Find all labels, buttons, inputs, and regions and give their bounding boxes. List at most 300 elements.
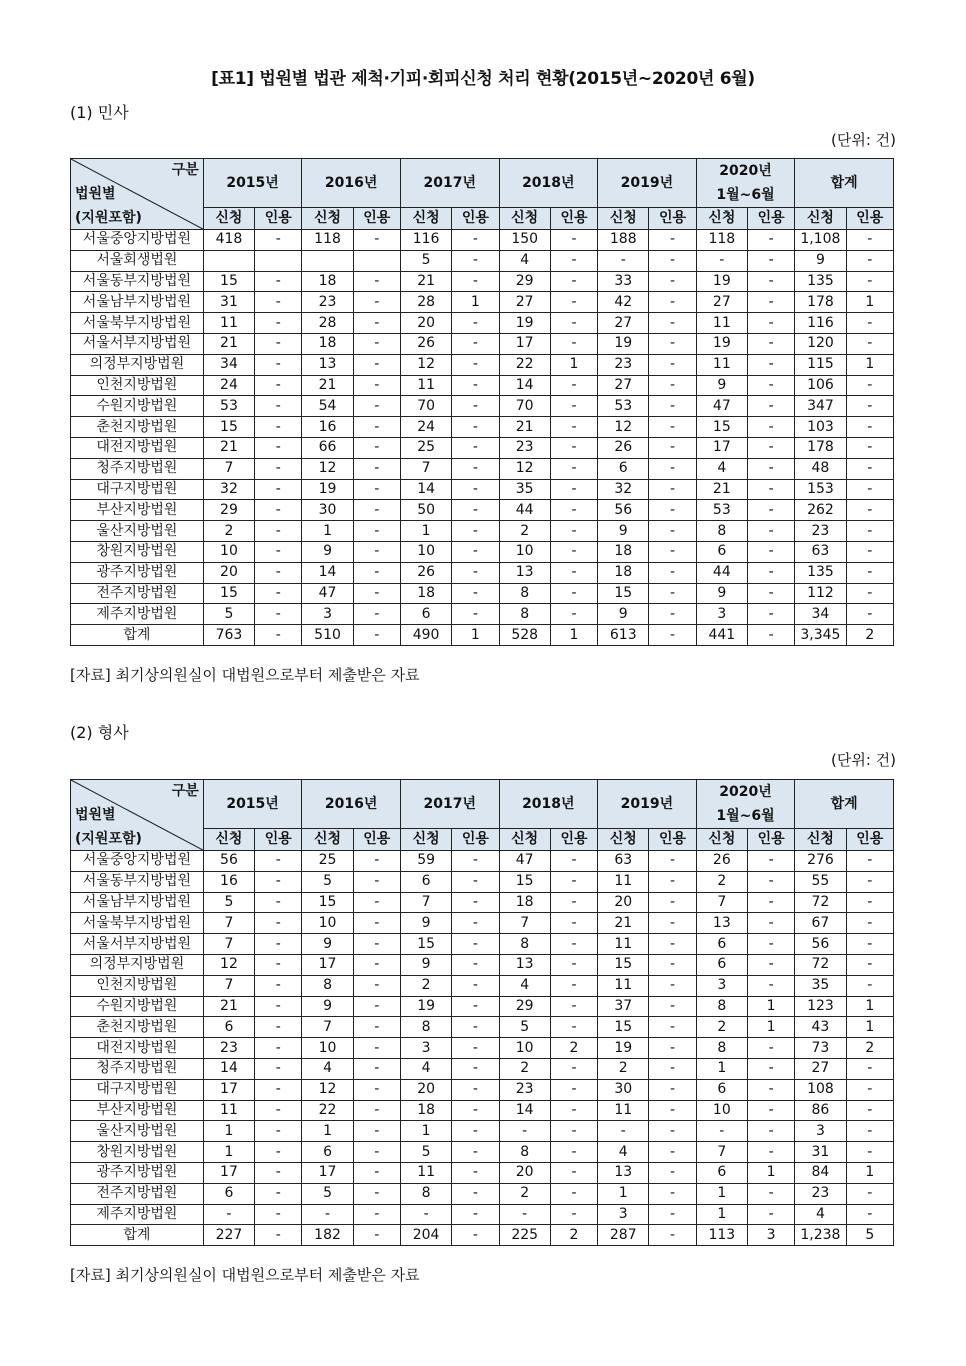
grant-count-cell: - [255,1204,302,1225]
grant-count-cell: - [846,954,893,975]
apply-count-cell: 10 [499,541,550,562]
apply-count-cell: 11 [400,375,451,396]
apply-count-cell: 5 [400,1142,451,1163]
apply-count-cell: 9 [400,954,451,975]
grant-count-cell: - [353,851,400,872]
year-header: 2015년 [203,780,302,829]
apply-count-cell: 17 [203,1079,254,1100]
court-name-cell: 제주지방법원 [71,604,204,625]
apply-count-cell: 103 [795,417,846,438]
apply-count-cell: 13 [598,1162,649,1183]
grant-count-cell: - [452,541,499,562]
grant-count-cell: - [353,541,400,562]
grant-count-cell: - [255,1058,302,1079]
grant-count-cell: - [255,1100,302,1121]
grant-count-cell: - [747,625,794,646]
apply-count-cell: 10 [499,1038,550,1059]
grant-count-cell: - [452,417,499,438]
apply-count-cell: 19 [499,313,550,334]
apply-count-cell: 48 [795,458,846,479]
grant-count-cell: - [846,1079,893,1100]
grant-count-cell: - [452,271,499,292]
corner-label-category: 구분 [171,162,199,178]
apply-count-cell: 56 [203,851,254,872]
apply-count-cell: 18 [400,583,451,604]
apply-count-cell: 276 [795,851,846,872]
grant-count-cell: - [255,292,302,313]
grant-count-cell: 1 [846,996,893,1017]
apply-count-cell: 17 [499,333,550,354]
table-row [71,1100,894,1121]
source-note-criminal: [자료] 최기상의원실이 대법원으로부터 제출받은 자료 [70,1266,420,1284]
table-row [71,1142,894,1163]
apply-count-cell: 13 [499,562,550,583]
apply-count-cell: 2 [499,521,550,542]
court-name-cell: 울산지방법원 [71,521,204,542]
grant-count-cell: - [846,604,893,625]
apply-count-cell: 115 [795,354,846,375]
apply-count-cell: 1 [598,1183,649,1204]
apply-count-cell: 72 [795,954,846,975]
grant-count-cell: - [452,375,499,396]
grant-count-cell: - [255,1121,302,1142]
grant-count-cell: - [452,521,499,542]
apply-count-cell: 29 [203,500,254,521]
grant-count-cell: - [452,1162,499,1183]
grant-count-cell: - [452,1183,499,1204]
grant-count-cell: - [747,417,794,438]
grant-header: 인용 [353,208,400,230]
apply-count-cell: 70 [499,396,550,417]
grant-count-cell: - [550,1017,597,1038]
court-name-cell: 인천지방법원 [71,975,204,996]
apply-count-cell: 43 [795,1017,846,1038]
grant-count-cell: - [353,604,400,625]
grant-count-cell: - [649,996,696,1017]
apply-count-cell: 20 [400,1079,451,1100]
apply-count-cell: 8 [696,521,747,542]
apply-count-cell: 30 [598,1079,649,1100]
apply-count-cell: 27 [696,292,747,313]
grant-count-cell: - [452,604,499,625]
court-name-cell: 서울동부지방법원 [71,871,204,892]
apply-count-cell: 25 [302,851,353,872]
apply-count-cell: 4 [499,975,550,996]
apply-header: 신청 [499,208,550,230]
grant-count-cell: - [255,1183,302,1204]
apply-count-cell: 116 [795,313,846,334]
apply-count-cell: 20 [499,1162,550,1183]
court-name-cell: 울산지방법원 [71,1121,204,1142]
grant-count-cell: - [846,1142,893,1163]
grant-count-cell: - [747,1038,794,1059]
grant-count-cell: - [353,354,400,375]
grant-count-cell: - [649,1100,696,1121]
apply-count-cell: 490 [400,625,451,646]
grant-count-cell: - [550,604,597,625]
apply-count-cell: 84 [795,1162,846,1183]
court-name-cell: 대전지방법원 [71,1038,204,1059]
apply-count-cell: 1 [696,1183,747,1204]
apply-count-cell: 66 [302,437,353,458]
apply-count-cell: 31 [795,1142,846,1163]
grant-count-cell: - [846,541,893,562]
grant-count-cell: - [649,871,696,892]
grant-count-cell: 1 [747,996,794,1017]
grant-count-cell: - [550,1142,597,1163]
grant-count-cell: - [550,1204,597,1225]
table-row [71,541,894,562]
apply-header: 신청 [203,829,254,851]
grant-count-cell: - [550,975,597,996]
apply-count-cell: 227 [203,1225,254,1246]
grant-count-cell: 1 [747,1162,794,1183]
apply-count-cell: 42 [598,292,649,313]
grant-count-cell: - [452,1017,499,1038]
grant-count-cell: - [649,1038,696,1059]
court-name-cell: 인천지방법원 [71,375,204,396]
apply-count-cell: 9 [302,996,353,1017]
apply-count-cell: 4 [400,1058,451,1079]
apply-count-cell: 18 [598,541,649,562]
grant-count-cell: - [649,479,696,500]
grant-count-cell: - [846,562,893,583]
grant-count-cell: - [649,1017,696,1038]
grant-count-cell: - [255,396,302,417]
table-row [71,271,894,292]
apply-count-cell: 7 [203,975,254,996]
table-row [71,871,894,892]
grant-count-cell: - [452,437,499,458]
apply-count-cell: 19 [598,333,649,354]
grant-count-cell: - [353,313,400,334]
grant-count-cell: - [649,458,696,479]
apply-count-cell: 12 [302,1079,353,1100]
apply-count-cell: 2 [203,521,254,542]
grant-count-cell: - [747,934,794,955]
grant-count-cell: - [353,500,400,521]
apply-count-cell: 10 [302,1038,353,1059]
apply-count-cell: 4 [598,1142,649,1163]
apply-count-cell: 17 [203,1162,254,1183]
year-header-2020 [696,780,795,829]
apply-count-cell: 8 [400,1017,451,1038]
apply-count-cell: 7 [400,458,451,479]
grant-count-cell: - [747,1204,794,1225]
year-header: 2016년 [302,780,401,829]
grant-count-cell: - [649,250,696,271]
apply-count-cell: 34 [203,354,254,375]
grant-count-cell: - [649,521,696,542]
grant-count-cell: - [353,871,400,892]
grant-count-cell: - [452,871,499,892]
apply-count-cell: 28 [302,313,353,334]
apply-count-cell: 2 [400,975,451,996]
grant-count-cell: - [649,1142,696,1163]
year-2020-line1: 2020년 [719,784,772,800]
apply-count-cell: 347 [795,396,846,417]
apply-count-cell: 15 [400,934,451,955]
grant-count-cell: - [353,892,400,913]
apply-count-cell: 7 [302,1017,353,1038]
apply-count-cell: 47 [302,583,353,604]
apply-header: 신청 [696,208,747,230]
grant-count-cell: - [353,396,400,417]
apply-count-cell: 4 [499,250,550,271]
grant-count-cell: - [649,375,696,396]
grant-count-cell: - [550,250,597,271]
apply-count-cell: 4 [795,1204,846,1225]
apply-count-cell: 10 [400,541,451,562]
apply-count-cell: 67 [795,913,846,934]
apply-count-cell: 37 [598,996,649,1017]
apply-count-cell: 1 [203,1121,254,1142]
table-row [71,230,894,251]
apply-count-cell: 6 [203,1017,254,1038]
apply-count-cell: 16 [302,417,353,438]
table-row [71,1017,894,1038]
unit-label-civil: (단위: 건) [831,131,896,149]
grant-count-cell: 1 [846,292,893,313]
apply-count-cell: 54 [302,396,353,417]
grant-count-cell: - [747,1183,794,1204]
grant-count-cell: - [747,354,794,375]
grant-count-cell: - [747,892,794,913]
grant-count-cell: - [550,892,597,913]
grant-count-cell [353,250,400,271]
apply-count-cell: 12 [203,954,254,975]
apply-count-cell: 26 [400,333,451,354]
grant-count-cell: - [649,1204,696,1225]
court-name-cell: 합계 [71,625,204,646]
apply-count-cell: 1 [696,1058,747,1079]
apply-count-cell: 27 [499,292,550,313]
grant-count-cell: - [353,271,400,292]
grant-count-cell: - [846,417,893,438]
grant-count-cell: - [747,313,794,334]
table-row [71,396,894,417]
apply-count-cell: 153 [795,479,846,500]
apply-count-cell: 118 [302,230,353,251]
apply-count-cell: 11 [696,313,747,334]
apply-count-cell: 6 [400,871,451,892]
apply-count-cell: 25 [400,437,451,458]
apply-count-cell: 27 [598,313,649,334]
grant-count-cell: - [550,375,597,396]
court-name-cell: 창원지방법원 [71,541,204,562]
apply-count-cell: 18 [499,892,550,913]
grant-count-cell: - [452,479,499,500]
apply-count-cell: 3 [598,1204,649,1225]
grant-count-cell: - [452,1079,499,1100]
unit-label-criminal: (단위: 건) [831,751,896,769]
apply-count-cell: 13 [302,354,353,375]
apply-header: 신청 [499,829,550,851]
grant-count-cell: - [452,1038,499,1059]
apply-count-cell: 35 [499,479,550,500]
apply-count-cell: 26 [598,437,649,458]
grant-count-cell: - [255,333,302,354]
grant-count-cell: - [255,1038,302,1059]
apply-count-cell: 23 [499,437,550,458]
apply-count-cell: 73 [795,1038,846,1059]
apply-count-cell: 15 [203,417,254,438]
grant-count-cell: - [550,417,597,438]
court-name-cell: 의정부지방법원 [71,954,204,975]
court-name-cell: 수원지방법원 [71,396,204,417]
grant-count-cell: - [550,396,597,417]
apply-count-cell: 21 [598,913,649,934]
apply-count-cell: 113 [696,1225,747,1246]
grant-count-cell: - [747,871,794,892]
apply-count-cell: 23 [499,1079,550,1100]
grant-count-cell: - [747,851,794,872]
apply-count-cell: 18 [400,1100,451,1121]
grant-count-cell: - [353,934,400,955]
grant-count-cell: - [846,333,893,354]
grant-count-cell: - [255,1225,302,1246]
apply-count-cell: 21 [203,996,254,1017]
apply-count-cell: 21 [499,417,550,438]
apply-count-cell: 3 [400,1038,451,1059]
court-name-cell: 창원지방법원 [71,1142,204,1163]
apply-count-cell: 14 [400,479,451,500]
grant-count-cell: - [255,996,302,1017]
grant-count-cell: - [353,521,400,542]
apply-count-cell: 19 [598,1038,649,1059]
grant-count-cell: - [452,396,499,417]
grant-count-cell: - [846,313,893,334]
table-row [71,934,894,955]
apply-count-cell: 7 [696,892,747,913]
corner-label-court: 법원별 [75,186,116,202]
apply-count-cell: 21 [696,479,747,500]
apply-count-cell: 8 [499,934,550,955]
table-row [71,375,894,396]
grant-count-cell: - [255,1017,302,1038]
court-name-cell: 청주지방법원 [71,1058,204,1079]
grant-count-cell: - [550,1058,597,1079]
civil-table [70,158,894,646]
apply-count-cell: 44 [696,562,747,583]
grant-count-cell: - [550,583,597,604]
apply-count-cell: 118 [696,230,747,251]
court-name-cell: 제주지방법원 [71,1204,204,1225]
apply-count-cell: 17 [696,437,747,458]
apply-count-cell: 30 [302,500,353,521]
apply-count-cell: 5 [400,250,451,271]
grant-count-cell: - [353,1017,400,1038]
grant-count-cell: - [353,954,400,975]
apply-count-cell: 7 [696,1142,747,1163]
grant-count-cell: - [452,934,499,955]
grant-count-cell: - [255,583,302,604]
table-row [71,417,894,438]
grant-count-cell: - [747,975,794,996]
court-name-cell: 청주지방법원 [71,458,204,479]
apply-count-cell: 15 [203,271,254,292]
apply-count-cell: 7 [400,892,451,913]
apply-count-cell: 3,345 [795,625,846,646]
apply-count-cell: 528 [499,625,550,646]
apply-count-cell: 6 [696,541,747,562]
grant-header: 인용 [550,829,597,851]
apply-count-cell: 18 [302,271,353,292]
apply-count-cell: 3 [302,604,353,625]
table-row [71,354,894,375]
table-row [71,1162,894,1183]
court-name-cell: 서울남부지방법원 [71,892,204,913]
grant-count-cell: - [649,851,696,872]
apply-count-cell: 1,108 [795,230,846,251]
corner-label-category: 구분 [171,783,199,799]
grant-count-cell: - [846,871,893,892]
apply-count-cell: 6 [302,1142,353,1163]
grant-count-cell: - [747,521,794,542]
apply-count-cell: 1 [696,1204,747,1225]
grant-header: 인용 [846,829,893,851]
apply-count-cell: 11 [203,1100,254,1121]
apply-header: 신청 [696,829,747,851]
apply-count-cell: 178 [795,292,846,313]
grant-count-cell: - [452,1100,499,1121]
apply-count-cell: 441 [696,625,747,646]
apply-count-cell: - [203,1204,254,1225]
grant-count-cell: - [649,292,696,313]
apply-count-cell: 2 [499,1058,550,1079]
grant-count-cell: - [846,1100,893,1121]
grant-count-cell: - [649,583,696,604]
court-name-cell: 대구지방법원 [71,1079,204,1100]
grant-count-cell: - [649,913,696,934]
apply-count-cell: 6 [203,1183,254,1204]
grant-count-cell: - [353,292,400,313]
apply-count-cell: 182 [302,1225,353,1246]
apply-count-cell: 55 [795,871,846,892]
year-header: 2018년 [499,159,598,208]
table-row [71,292,894,313]
grant-count-cell: - [255,1079,302,1100]
grant-count-cell: - [747,396,794,417]
grant-count-cell: - [353,230,400,251]
total-header: 합계 [795,780,894,829]
grant-count-cell: - [649,1225,696,1246]
table-row [71,458,894,479]
grant-count-cell: - [353,375,400,396]
grant-count-cell: 1 [452,625,499,646]
apply-count-cell: 5 [499,1017,550,1038]
grant-count-cell: 2 [846,625,893,646]
apply-header: 신청 [302,829,353,851]
section-heading-criminal: (2) 형사 [70,723,129,742]
grant-header: 인용 [747,208,794,230]
grant-count-cell: - [846,521,893,542]
apply-count-cell: 50 [400,500,451,521]
grant-count-cell: - [255,271,302,292]
apply-count-cell: 6 [696,954,747,975]
apply-count-cell: 6 [696,1162,747,1183]
grant-header: 인용 [649,829,696,851]
apply-count-cell: 14 [499,1100,550,1121]
apply-count-cell: 5 [203,604,254,625]
apply-count-cell: - [598,250,649,271]
grant-count-cell: - [649,333,696,354]
year-header: 2019년 [598,780,697,829]
grant-count-cell: - [747,541,794,562]
grant-count-cell: - [846,892,893,913]
corner-label-branch: (지원포함) [75,831,142,847]
grant-count-cell: - [353,583,400,604]
